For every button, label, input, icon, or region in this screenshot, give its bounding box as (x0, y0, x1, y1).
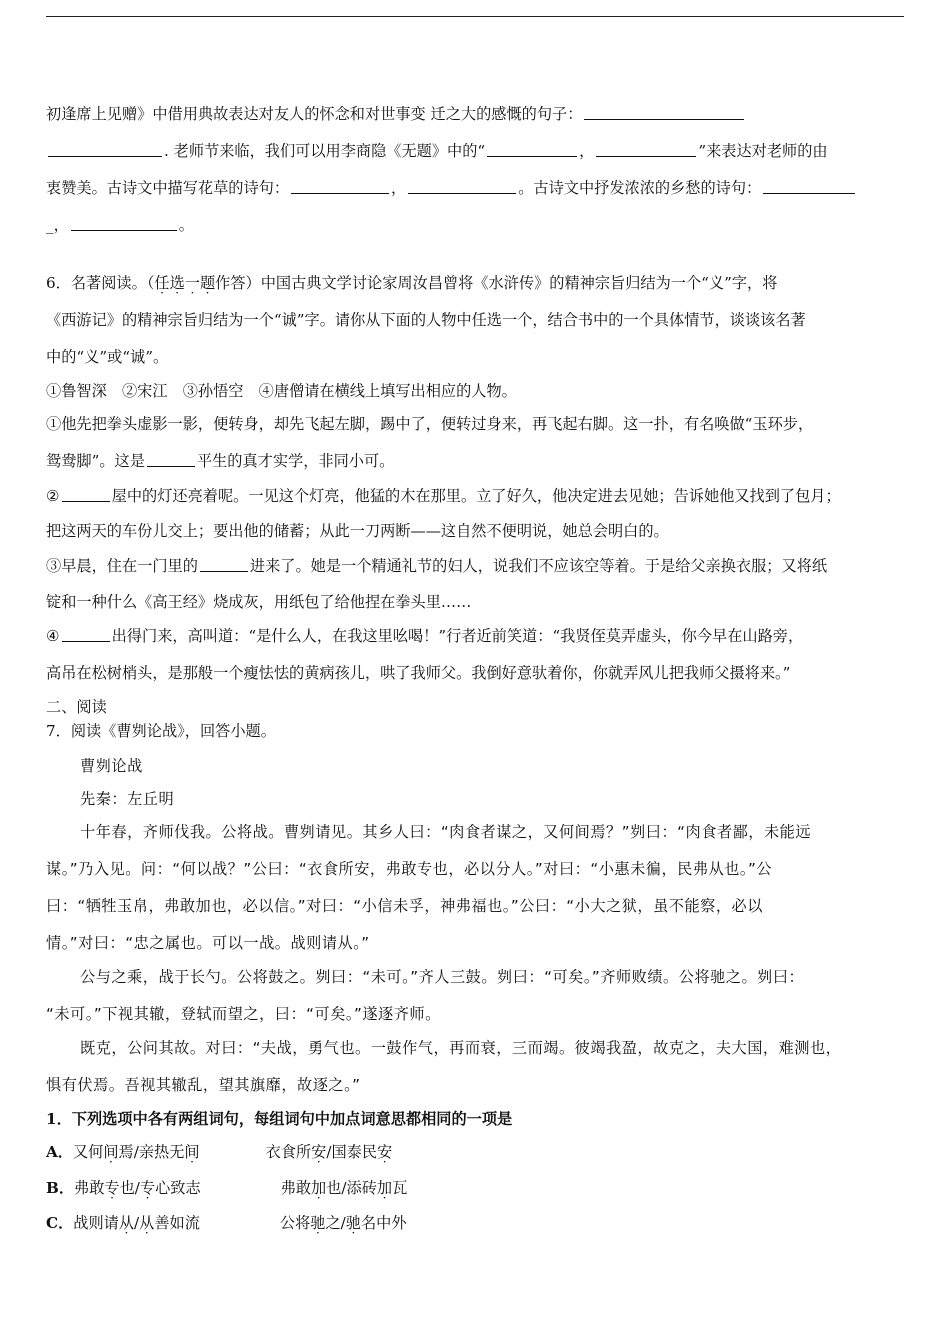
q6-options: ①鲁智深 ②宋江 ③孙悟空 ④唐僧请在横线上填写出相应的人物。 (46, 382, 517, 400)
text-line-5: 公与之乘，战于长勺。公将鼓之。刿曰：“未可。”齐人三鼓。刿曰：“可矣。”齐师败绩。公将驰之。刿曰： (80, 968, 805, 986)
answer-blank[interactable] (763, 179, 855, 194)
text-line-3: 曰：“牺牲玉帛，弗敢加也，必以信。”对曰：“小信未孚，神弗福也。”公曰：“小大之狱，虽不能察，必以 (46, 897, 763, 915)
q6-line-2: 《西游记》的精神宗旨归结为一个“诚”字。请你从下面的人物中任选一个，结合书中的一个具体情节，谈谈该名著 (46, 311, 806, 329)
q5-line-4: _， 。 (46, 216, 194, 234)
option-a[interactable]: A．又何间焉/亲热无间 衣食所安/国泰民安 (46, 1143, 393, 1161)
answer-blank[interactable] (584, 105, 744, 120)
q6-passage-3b: 锭和一种什么《高王经》烧成灰，用纸包了给他捏在拳头里…… (46, 593, 472, 611)
q5-line-2: . 老师节来临，我们可以用李商隐《无题》中的“ ， ”来表达对老师的由 (46, 141, 828, 161)
option-b[interactable]: B．弗敢专也/专心致志 弗敢加也/添砖加瓦 (46, 1179, 408, 1197)
answer-blank[interactable] (408, 179, 516, 194)
text-line-8: 惧有伏焉。吾视其辙乱，望其旗靡，故逐之。” (46, 1076, 361, 1094)
q7-stem: 7．阅读《曹刿论战》，回答小题。 (46, 722, 276, 740)
answer-blank[interactable] (147, 452, 195, 467)
answer-blank[interactable] (487, 142, 577, 157)
q6-line-1: 6．名著阅读。（任选一题作答）中国古典文学讨论家周汝昌曾将《水浒传》的精神宗旨归结为一个“义”字，将 (46, 274, 778, 292)
section-heading: 二、阅读 (46, 698, 107, 716)
answer-blank[interactable] (596, 142, 696, 157)
answer-blank[interactable] (291, 179, 389, 194)
answer-blank[interactable] (48, 142, 162, 157)
q6-passage-2a: ② 屋中的灯还亮着呢。一见这个灯亮，他猛的木在那里。立了好久，他决定进去见她；告诉她他又找到了包月； (46, 487, 841, 505)
text-author: 先秦：左丘明 (80, 790, 175, 808)
q6-passage-1b: 鸳鸯脚”。这是 平生的真才实学，非同小可。 (46, 452, 395, 470)
header-rule (46, 16, 904, 17)
q5-line-1: 初逢席上见赠》中借用典故表达对友人的怀念和对世事变 迁之大的感慨的句子： (46, 104, 746, 124)
text-line-1: 十年春，齐师伐我。公将战。曹刿请见。其乡人曰：“肉食者谋之，又何间焉？”刿曰：“肉食者鄙，未能远 (80, 823, 812, 841)
text-line-2: 谋。”乃入见。问：“何以战？”公曰：“衣食所安，弗敢专也，必以分人。”对曰：“小惠未徧，民弗从也。”公 (46, 860, 773, 878)
answer-blank[interactable] (200, 557, 248, 572)
text-line-7: 既克，公问其故。对曰：“夫战，勇气也。一鼓作气，再而衰，三而竭。彼竭我盈，故克之，夫大国，难测也， (80, 1039, 842, 1057)
q6-passage-4b: 高吊在松树梢头，是那般一个瘦怯怯的黄病孩儿，哄了我师父。我倒好意驮着你，你就弄风儿把我师父摄将来。” (46, 664, 791, 682)
answer-blank[interactable] (62, 627, 110, 642)
q6-passage-1a: ①他先把拳头虚影一影，便转身，却先飞起左脚，踢中了，便转过身来，再飞起右脚。这一扑，有名唤做“玉环步， (46, 415, 814, 433)
q6-passage-4a: ④ 出得门来，高叫道：“是什么人，在我这里吆喝！”行者近前笑道：“我贤侄莫弄虚头，你今早在山路旁， (46, 627, 804, 645)
q6-passage-2b: 把这两天的车份儿交上；要出他的储蓄；从此一刀两断——这自然不便明说，她总会明白的。 (46, 522, 669, 540)
sub-question-1: 1．下列选项中各有两组词句，每组词句中加点词意思都相同的一项是 (46, 1110, 513, 1128)
q6-passage-3a: ③早晨，住在一门里的 进来了。她是一个精通礼节的妇人，说我们不应该空等着。于是给父亲换衣服；又将纸 (46, 557, 827, 575)
answer-blank[interactable] (62, 487, 110, 502)
text-line-4: 情。”对曰：“忠之属也。可以一战。战则请从。” (46, 934, 370, 952)
option-c[interactable]: C．战则请从/从善如流 公将驰之/驰名中外 (46, 1214, 407, 1232)
answer-blank[interactable] (71, 216, 177, 231)
text-line-6: “未可。”下视其辙，登轼而望之，曰：“可矣。”遂逐齐师。 (46, 1005, 441, 1023)
text-title: 曹刿论战 (80, 757, 143, 775)
q5-line-3: 衷赞美。古诗文中描写花草的诗句： ， 。古诗文中抒发浓浓的乡愁的诗句： (46, 178, 857, 198)
q6-line-3: 中的“义”或“诚”。 (46, 348, 169, 366)
